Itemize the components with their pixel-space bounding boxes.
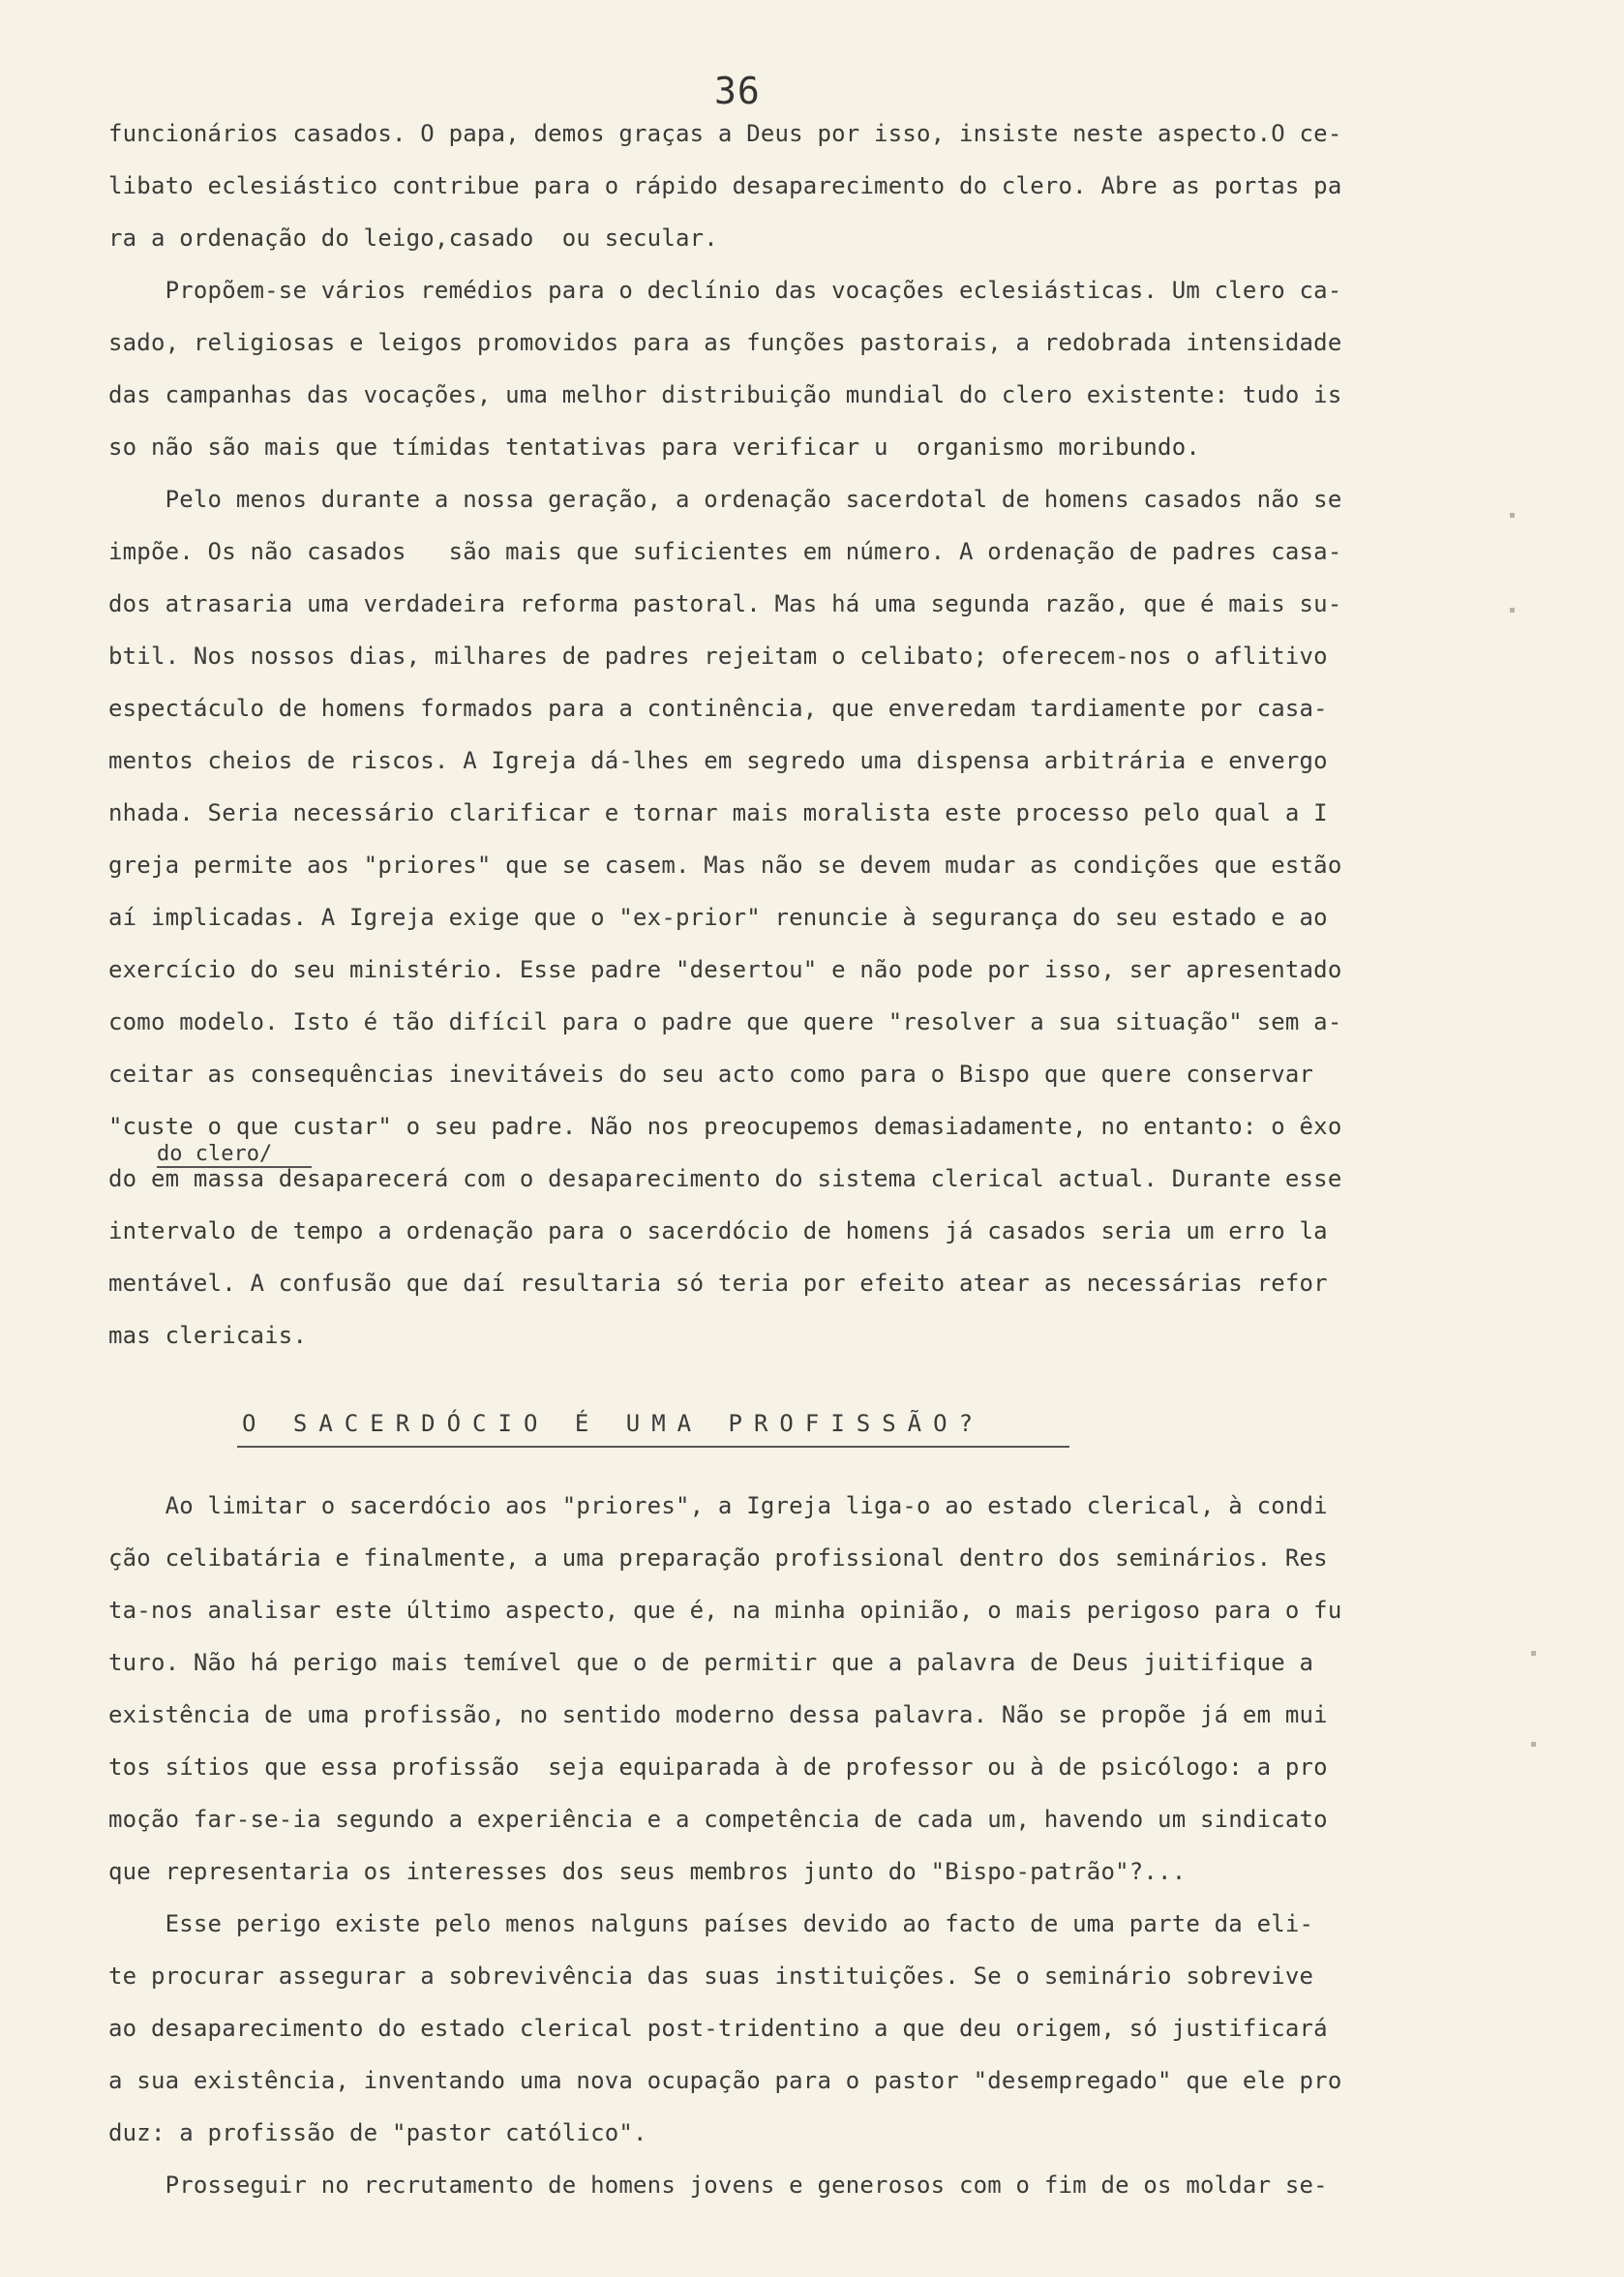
text-line: a sua existência, inventando uma nova ocupação para o pastor "desempregado" que ele pro	[108, 2067, 1342, 2094]
text-line: greja permite aos "priores" que se casem. Mas não se devem mudar as condições que estão	[108, 852, 1342, 879]
text-line: Propõem-se vários remédios para o declínio das vocações eclesiásticas. Um clero ca-	[108, 277, 1342, 304]
text-line: que representaria os interesses dos seus membros junto do "Bispo-patrão"?...	[108, 1858, 1187, 1885]
paper-speck	[1531, 1651, 1536, 1656]
text-line: dos atrasaria uma verdadeira reforma pastoral. Mas há uma segunda razão, que é mais su-	[108, 590, 1342, 617]
text-line: ra a ordenação do leigo,casado ou secular.	[108, 225, 718, 252]
paper-speck	[1510, 513, 1515, 518]
text-line: funcionários casados. O papa, demos graças a Deus por isso, insiste neste aspecto.O ce-	[108, 120, 1342, 147]
text-line: so não são mais que tímidas tentativas para verificar u organismo moribundo.	[108, 434, 1200, 461]
section-heading: O SACERDÓCIO É UMA PROFISSÃO?	[242, 1410, 985, 1437]
text-line: sado, religiosas e leigos promovidos para as funções pastorais, a redobrada intensidade	[108, 329, 1342, 356]
paper-speck	[1510, 608, 1515, 613]
paper-speck	[1531, 1742, 1536, 1747]
text-line: intervalo de tempo a ordenação para o sacerdócio de homens já casados seria um erro la	[108, 1217, 1328, 1244]
text-line: das campanhas das vocações, uma melhor distribuição mundial do clero existente: tudo is	[108, 381, 1342, 408]
text-line: mentável. A confusão que daí resultaria só teria por efeito atear as necessárias refor	[108, 1270, 1328, 1297]
text-line: exercício do seu ministério. Esse padre "desertou" e não pode por isso, ser apresentado	[108, 956, 1342, 983]
text-line: como modelo. Isto é tão difícil para o padre que quere "resolver a sua situação" sem a-	[108, 1008, 1342, 1035]
text-line: duz: a profissão de "pastor católico".	[108, 2119, 647, 2146]
text-line: espectáculo de homens formados para a continência, que enveredam tardiamente por casa-	[108, 695, 1328, 722]
text-line: existência de uma profissão, no sentido moderno dessa palavra. Não se propõe já em mui	[108, 1701, 1328, 1728]
text-line: libato eclesiástico contribue para o rápido desaparecimento do clero. Abre as portas pa	[108, 172, 1342, 199]
text-line: ção celibatária e finalmente, a uma preparação profissional dentro dos seminários. Res	[108, 1544, 1328, 1572]
text-line: ao desaparecimento do estado clerical post-tridentino a que deu origem, só justificará	[108, 2015, 1328, 2042]
text-line: "custe o que custar" o seu padre. Não nos preocupemos demasiadamente, no entanto: o êxo	[108, 1113, 1342, 1140]
text-line: te procurar assegurar a sobrevivência das suas instituições. Se o seminário sobrevive	[108, 1962, 1314, 1990]
text-line: nhada. Seria necessário clarificar e tornar mais moralista este processo pelo qual a I	[108, 799, 1328, 826]
text-line: moção far-se-ia segundo a experiência e a competência de cada um, havendo um sindicato	[108, 1806, 1328, 1833]
text-line: Pelo menos durante a nossa geração, a ordenação sacerdotal de homens casados não se	[108, 486, 1342, 513]
text-line: mentos cheios de riscos. A Igreja dá-lhes em segredo uma dispensa arbitrária e envergo	[108, 747, 1328, 774]
text-line: Ao limitar o sacerdócio aos "priores", a Igreja liga-o ao estado clerical, à condi	[108, 1492, 1328, 1519]
text-line: ta-nos analisar este último aspecto, que é, na minha opinião, o mais perigoso para o fu	[108, 1597, 1342, 1624]
text-line: turo. Não há perigo mais temível que o de permitir que a palavra de Deus juitifique a	[108, 1649, 1314, 1676]
text-line: Prosseguir no recrutamento de homens jovens e generosos com o fim de os moldar se-	[108, 2172, 1328, 2199]
handwritten-insertion: do clero/	[157, 1142, 273, 1166]
text-line: impõe. Os não casados são mais que suficientes em número. A ordenação de padres casa-	[108, 538, 1342, 565]
page-number: 36	[714, 70, 761, 112]
text-line: Esse perigo existe pelo menos nalguns países devido ao facto de uma parte da eli-	[108, 1910, 1314, 1937]
text-line: mas clericais.	[108, 1322, 308, 1349]
heading-underline	[237, 1446, 1069, 1448]
text-line: do em massa desaparecerá com o desaparecimento do sistema clerical actual. Durante esse	[108, 1165, 1342, 1192]
text-line: aí implicadas. A Igreja exige que o "ex-prior" renuncie à segurança do seu estado e ao	[108, 904, 1328, 931]
text-line: tos sítios que essa profissão seja equiparada à de professor ou à de psicólogo: a pro	[108, 1753, 1328, 1781]
text-line: btil. Nos nossos dias, milhares de padres rejeitam o celibato; oferecem-nos o aflitivo	[108, 643, 1328, 670]
text-line: ceitar as consequências inevitáveis do seu acto como para o Bispo que quere conservar	[108, 1061, 1314, 1088]
